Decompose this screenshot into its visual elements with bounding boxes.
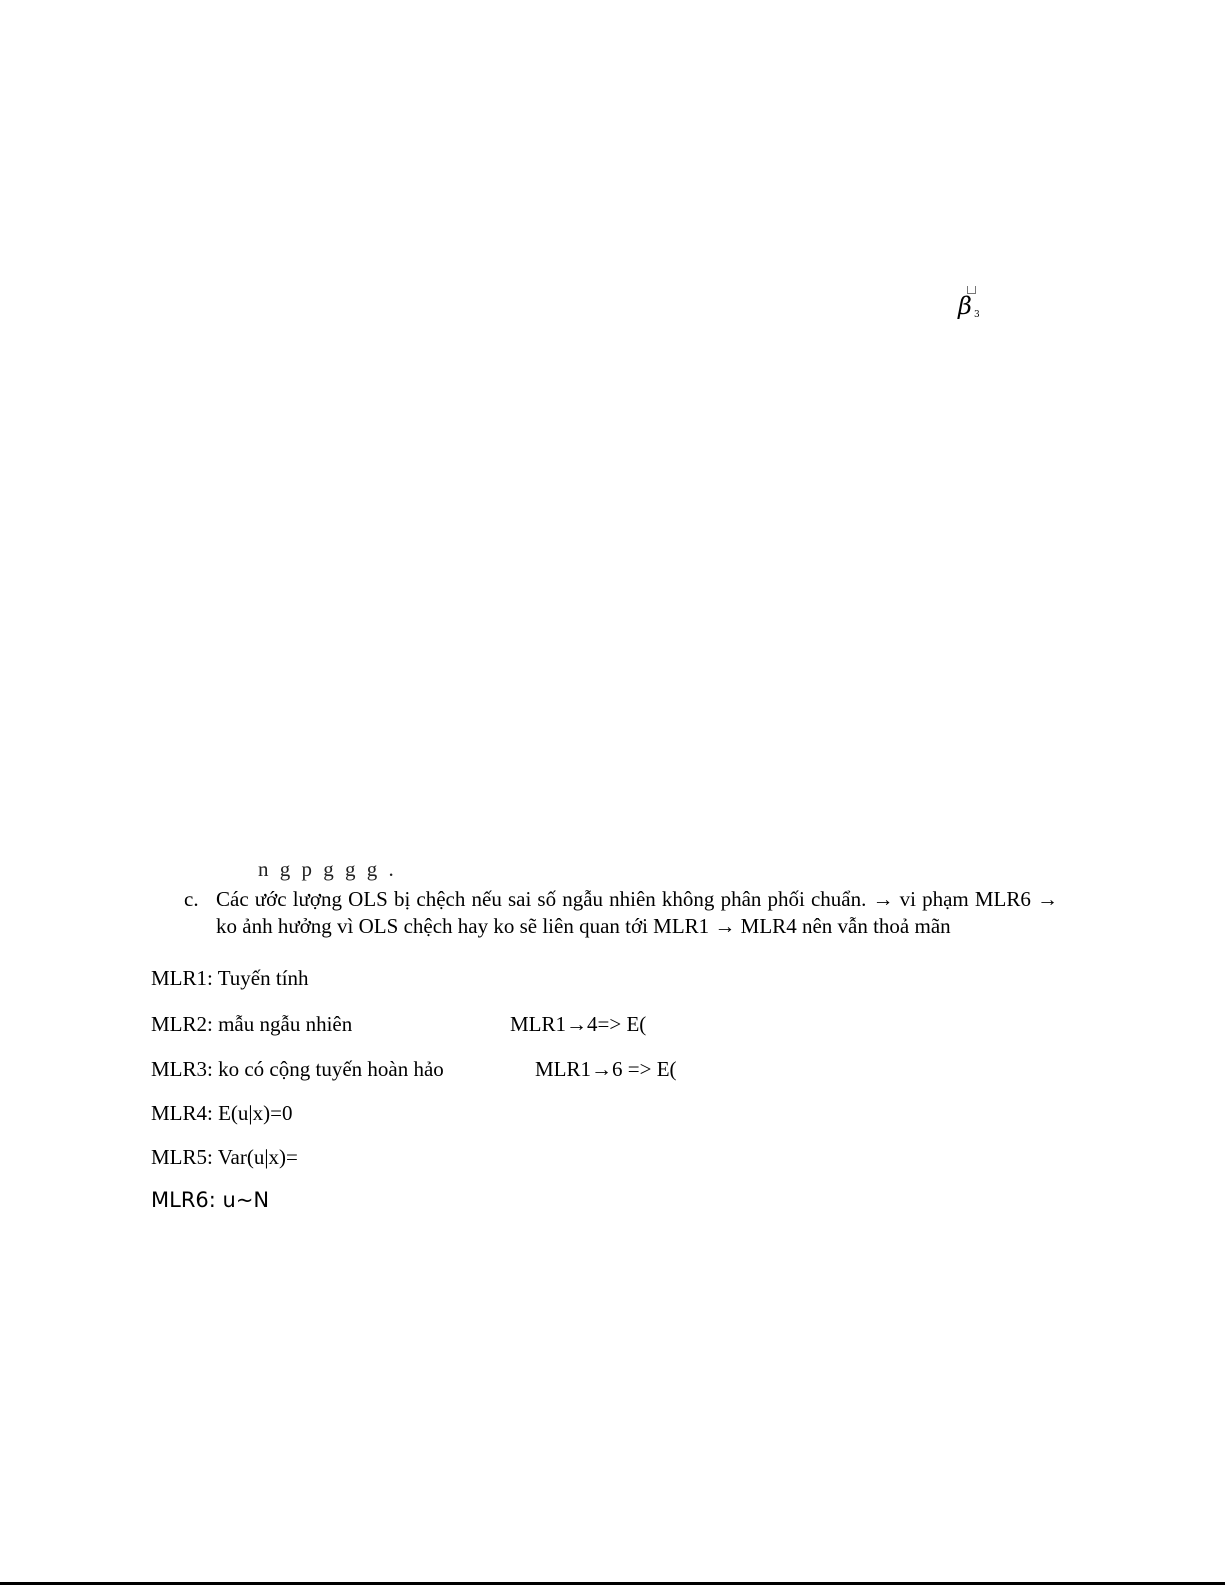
assumption-mlr6: MLR6: u~N: [151, 1188, 270, 1212]
assumption-mlr5: MLR5: Var(u|x)=: [151, 1145, 298, 1169]
assumption-mlr4: MLR4: E(u|x)=0: [151, 1101, 293, 1125]
beta-hat-formula: [958, 286, 988, 326]
beta-symbol: β: [958, 292, 972, 320]
item-c-paragraph: Các ước lượng OLS bị chệch nếu sai số ngẫu nhiên không phân phối chuẩn. → vi phạm MLR6 → ko ảnh hưởng vì OLS chệch hay ko sẽ liên quan tới MLR1 → MLR4 nên vẫn thoả mãn: [216, 887, 1058, 938]
list-marker-c: c.: [184, 887, 199, 911]
note-mlr1-4: MLR1→4=> E(: [510, 1012, 647, 1036]
note-mlr1-6: MLR1→6 => E(: [535, 1057, 677, 1081]
beta-subscript: 3: [974, 310, 980, 320]
assumption-mlr2: MLR2: mẫu ngẫu nhiên: [151, 1012, 353, 1036]
assumption-mlr3: MLR3: ko có cộng tuyến hoàn hảo: [151, 1057, 444, 1081]
assumption-mlr1: MLR1: Tuyến tính: [151, 966, 309, 990]
clipped-text-line: n g p g g g .: [258, 857, 397, 881]
